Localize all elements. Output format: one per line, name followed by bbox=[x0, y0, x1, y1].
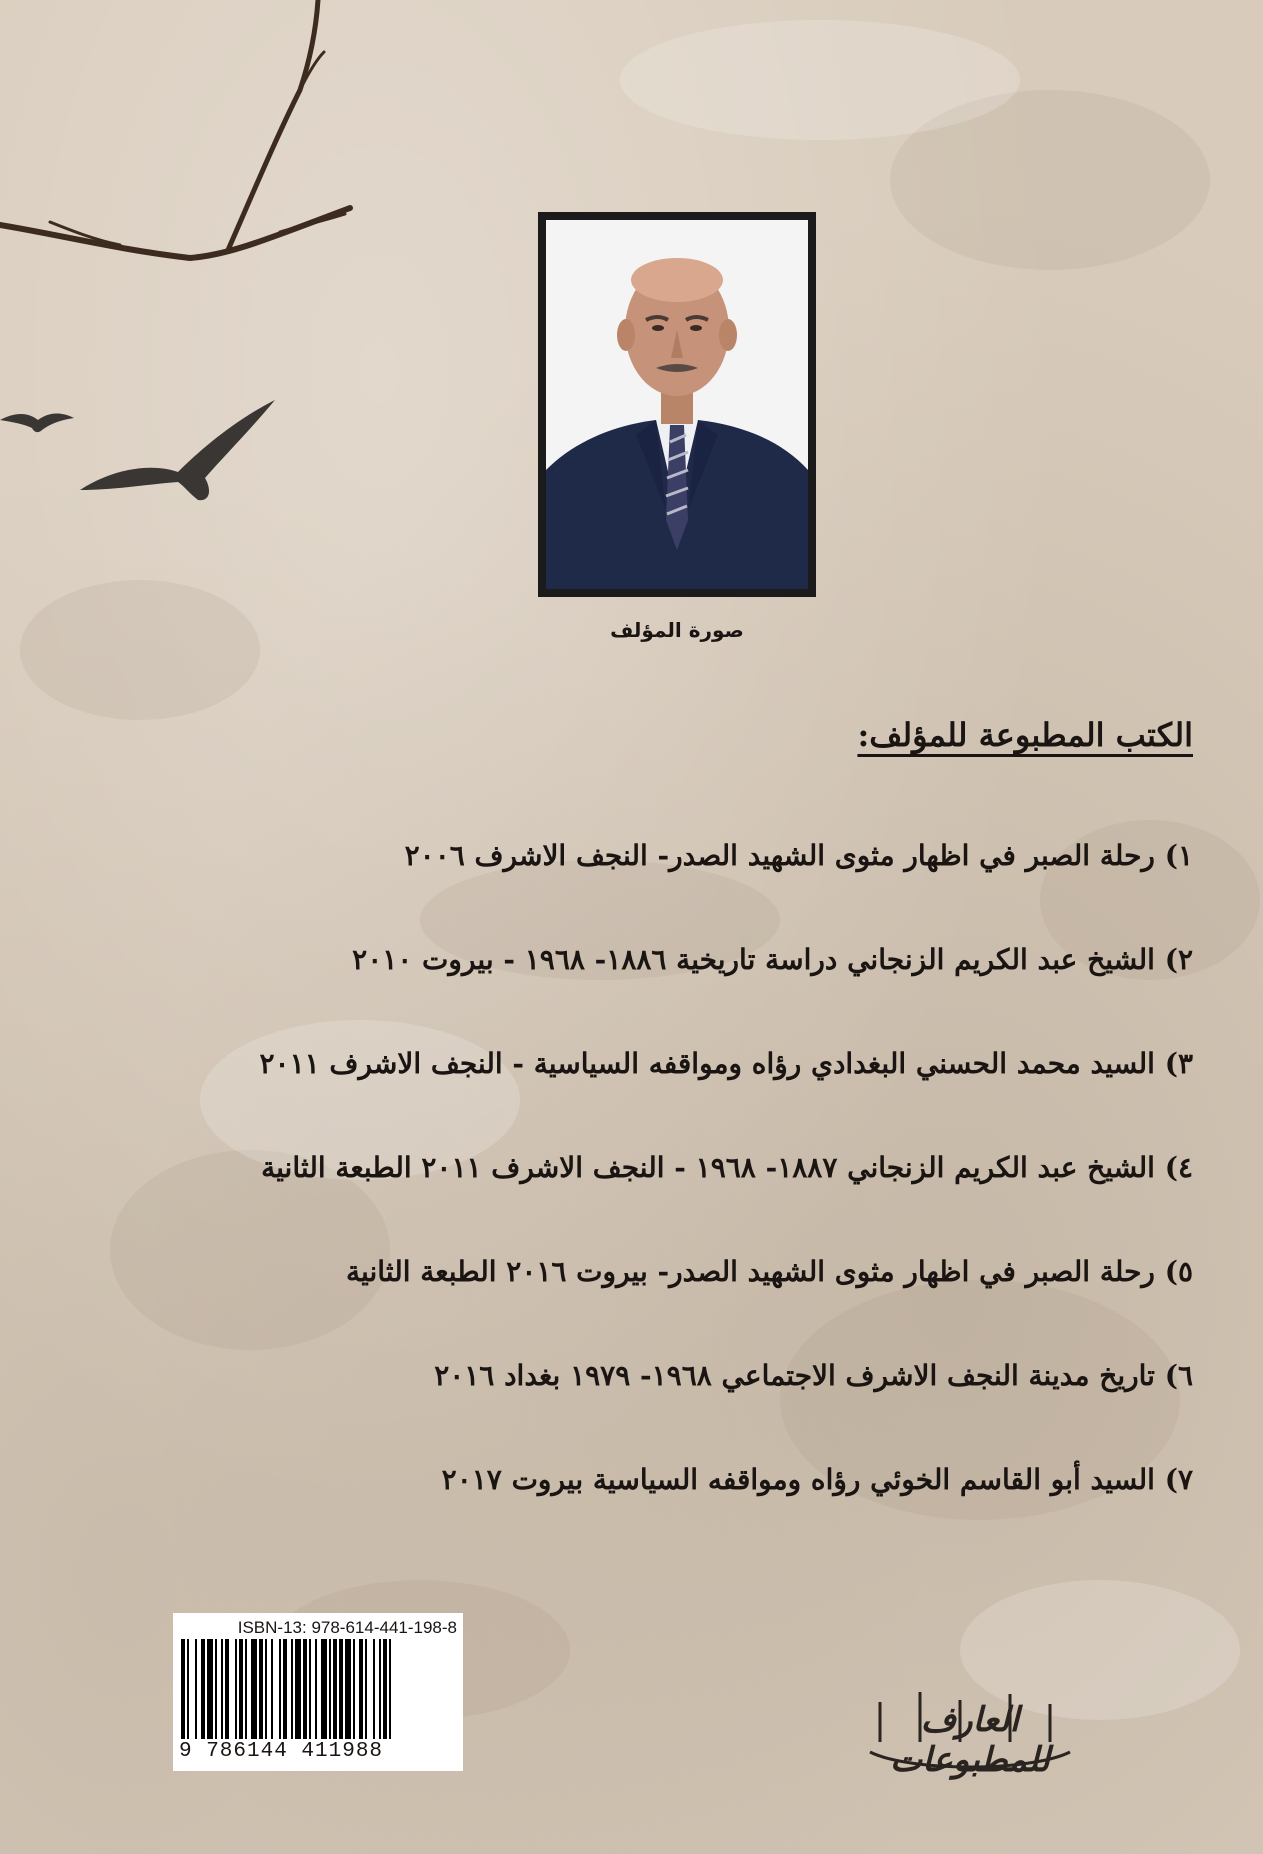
books-list bbox=[93, 828, 1193, 1556]
barcode-bar bbox=[235, 1639, 237, 1739]
barcode-bar bbox=[353, 1639, 355, 1739]
barcode-bar bbox=[359, 1639, 363, 1739]
barcode-bar bbox=[225, 1639, 229, 1739]
book-item-6: ٦) تاريخ مدينة النجف الاشرف الاجتماعي ١٩٦٨- ١٩٧٩ بغداد ٢٠١٦ bbox=[434, 1359, 1193, 1392]
barcode-bar bbox=[383, 1639, 387, 1739]
tree-branch-illustration bbox=[0, 0, 360, 280]
barcode-bar bbox=[295, 1639, 301, 1739]
barcode-bar bbox=[239, 1639, 243, 1739]
barcode-bar bbox=[259, 1639, 263, 1739]
barcode-bar bbox=[309, 1639, 311, 1739]
barcode-bar bbox=[345, 1639, 351, 1739]
barcode-bar bbox=[251, 1639, 257, 1739]
barcode-bar bbox=[291, 1639, 293, 1739]
book-item-7: ٧) السيد أبو القاسم الخوئي رؤاه ومواقفه السياسية بيروت ٢٠١٧ bbox=[441, 1463, 1193, 1496]
barcode-bar bbox=[389, 1639, 391, 1739]
barcode-bar bbox=[271, 1639, 273, 1739]
barcode-bar bbox=[215, 1639, 217, 1739]
barcode-bar bbox=[339, 1639, 343, 1739]
barcode-bar bbox=[201, 1639, 205, 1739]
book-item-2: ٢) الشيخ عبد الكريم الزنجاني دراسة تاريخية ١٨٨٦- ١٩٦٨ - بيروت ٢٠١٠ bbox=[352, 943, 1193, 976]
barcode-bar bbox=[303, 1639, 307, 1739]
publisher-logo-text: العارف للمطبوعات bbox=[890, 1700, 1050, 1780]
barcode-bar bbox=[283, 1639, 287, 1739]
books-heading: الكتب المطبوعة للمؤلف: bbox=[857, 716, 1193, 754]
book-item-5: ٥) رحلة الصبر في اظهار مثوى الشهيد الصدر- بيروت ٢٠١٦ الطبعة الثانية bbox=[345, 1255, 1193, 1288]
barcode-bar bbox=[379, 1639, 381, 1739]
book-item-3: ٣) السيد محمد الحسني البغدادي رؤاه ومواقفه السياسية - النجف الاشرف ٢٠١١ bbox=[259, 1047, 1193, 1080]
barcode-digits: 9 786144 411988 bbox=[179, 1740, 384, 1763]
barcode-bar bbox=[365, 1639, 367, 1739]
barcode-bar bbox=[329, 1639, 331, 1739]
author-portrait bbox=[546, 220, 808, 589]
barcode-bar bbox=[181, 1639, 185, 1739]
barcode-bar bbox=[187, 1639, 189, 1739]
flying-birds-illustration bbox=[0, 390, 290, 520]
barcode-bar bbox=[207, 1639, 213, 1739]
book-item-4: ٤) الشيخ عبد الكريم الزنجاني ١٨٨٧- ١٩٦٨ - النجف الاشرف ٢٠١١ الطبعة الثانية bbox=[261, 1151, 1193, 1184]
barcode-bar bbox=[315, 1639, 317, 1739]
barcode-bar bbox=[321, 1639, 327, 1739]
barcode-bar bbox=[221, 1639, 223, 1739]
barcode-bar bbox=[333, 1639, 337, 1739]
publisher-logo bbox=[860, 1682, 1080, 1782]
barcode-bar bbox=[195, 1639, 197, 1739]
isbn-label: ISBN-13: 978-614-441-198-8 bbox=[237, 1618, 457, 1637]
barcode-bar bbox=[245, 1639, 247, 1739]
barcode-bar bbox=[279, 1639, 281, 1739]
book-item-1: ١) رحلة الصبر في اظهار مثوى الشهيد الصدر- النجف الاشرف ٢٠٠٦ bbox=[404, 839, 1193, 872]
barcode-bar bbox=[373, 1639, 375, 1739]
author-photo-frame bbox=[538, 212, 816, 597]
isbn-barcode bbox=[173, 1613, 463, 1771]
barcode-bar bbox=[265, 1639, 267, 1739]
author-photo-caption: صورة المؤلف bbox=[610, 618, 744, 642]
barcode-bars bbox=[179, 1639, 457, 1739]
